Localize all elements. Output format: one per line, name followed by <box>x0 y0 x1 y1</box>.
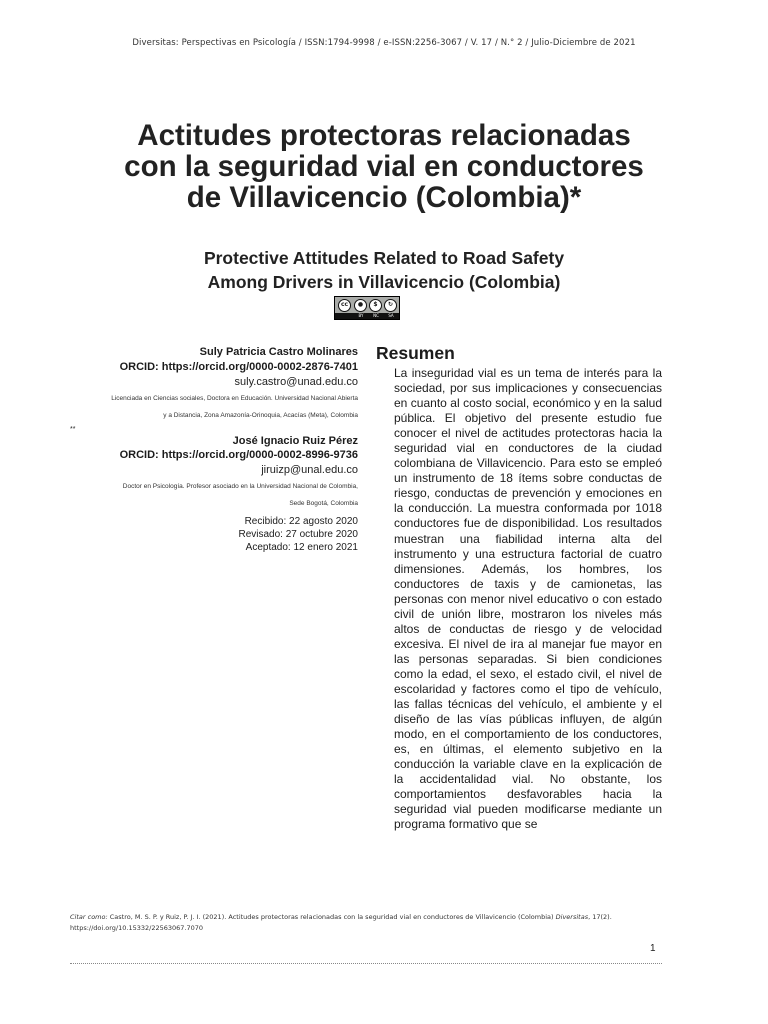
author-name: Suly Patricia Castro Molinares <box>199 346 358 358</box>
abstract-heading: Resumen <box>376 343 455 363</box>
citation-doi[interactable]: , 17(2). https://doi.org/10.15332/22563067.7070 <box>70 913 612 932</box>
received-date: Recibido: 22 agosto 2020 <box>244 516 358 527</box>
footer-divider <box>70 963 662 964</box>
abstract-body: La inseguridad vial es un tema de interés para la sociedad, por sus implicaciones y consecuencias en cuanto al costo social, económico y en la salud pública. El objetivo del presente estudio fue conocer el nivel de actitudes protectoras hacia la seguridad vial en conductores de la ciudad colombiana de Villavicencio. Para esto se empleó un instrumento de 18 ítems sobre conductas de riesgo, conductas de prevención y emociones en la conducción. La muestra conformada por 1018 conductores fue de disponibilidad. Los resultados muestran una fiabilidad interna alta del instrumento y una estructura factorial de cuatro dimensiones. Además, los hombres, los conductores de taxis y de camionetas, las personas con menor nivel educativo o con estado civil de unión libre, mostraron los niveles más altos de conductas de riesgo y de velocidad excesiva. El nivel de ira al manejar fue mayor en las personas separadas. Si bien condiciones como la edad, el sexo, el estado civil, el nivel de escolaridad y factores como el tipo de vehículo, las fallas técnicas del vehículo, el ambiente y el diseño de las vías públicas influyen, de algún modo, en el comportamiento de los conductores, es, en últimas, el elemento subjetivo en la conducción la variable clave en la explicación de la accidentalidad vial. No obstante, los comportamientos desfavorables hacia la seguridad vial pueden modificarse mediante un programa formativo que se <box>394 366 662 832</box>
author-info-column <box>70 346 358 554</box>
revised-date: Revisado: 27 octubre 2020 <box>238 529 358 540</box>
article-title-spanish <box>84 120 684 213</box>
citation-label: Citar como: <box>70 913 108 921</box>
citation-text: Castro, M. S. P. y Ruiz, P. J. I. (2021). Actitudes protectoras relacionadas con la seguridad vial en conductores de Villavicencio (Colombia) <box>107 913 556 921</box>
title-line: de Villavicencio (Colombia)* <box>186 181 582 214</box>
creative-commons-license-badge[interactable] <box>334 296 400 320</box>
cc-icon: cc <box>338 299 351 312</box>
citation-footnote <box>70 912 670 934</box>
affiliation-line: Sede Bogotá, Colombia <box>289 500 358 507</box>
article-title-english <box>84 246 684 294</box>
author-email-link[interactable]: suly.castro@unad.edu.co <box>234 375 358 388</box>
author-name: José Ignacio Ruiz Pérez <box>232 434 358 447</box>
article-dates <box>70 515 358 554</box>
author-orcid-link[interactable]: ORCID: https://orcid.org/0000-0002-8996-9736 <box>119 449 358 461</box>
author-affiliation <box>70 394 358 421</box>
accepted-date: Aceptado: 12 enero 2021 <box>245 542 358 553</box>
title-line: con la seguridad vial en conductores <box>124 150 644 183</box>
author-email-link[interactable]: jiruizp@unal.edu.co <box>261 464 358 476</box>
affiliation-line: y a Distancia, Zona Amazonía-Orinoquia, Acacías (Meta), Colombia <box>163 411 358 419</box>
title-line: Among Drivers in Villavicencio (Colombia) <box>207 272 561 292</box>
sharealike-icon: ↻ <box>384 299 397 312</box>
author-affiliation <box>70 482 358 509</box>
author-block <box>70 435 358 510</box>
title-line: Protective Attitudes Related to Road Safety <box>203 248 565 268</box>
page-number: 1 <box>650 943 656 954</box>
license-label-nc: NC <box>373 313 379 318</box>
license-label-by: BY <box>358 313 364 318</box>
author-orcid-link[interactable]: ORCID: https://orcid.org/0000-0002-2876-7401 <box>119 360 358 373</box>
title-line: Actitudes protectoras relacionadas <box>137 119 631 152</box>
license-label-sa: SA <box>388 313 394 318</box>
journal-header: Diversitas: Perspectivas en Psicología / ISSN:1794-9998 / e-ISSN:2256-3067 / V. 17 / N.° 2 / Julio-Diciembre de 2021 <box>132 38 636 48</box>
citation-journal: Diversitas <box>555 913 589 921</box>
affiliation-line: Doctor en Psicología. Profesor asociado en la Universidad Nacional de Colombia, <box>122 483 358 490</box>
noncommercial-icon: $ <box>369 299 382 312</box>
author-block <box>70 346 358 421</box>
attribution-icon: ● <box>354 299 367 312</box>
affiliation-line: Licenciada en Ciencias sociales, Doctora en Educación. Universidad Nacional Abierta <box>111 394 358 402</box>
author-footnote-marker: ** <box>70 425 76 433</box>
